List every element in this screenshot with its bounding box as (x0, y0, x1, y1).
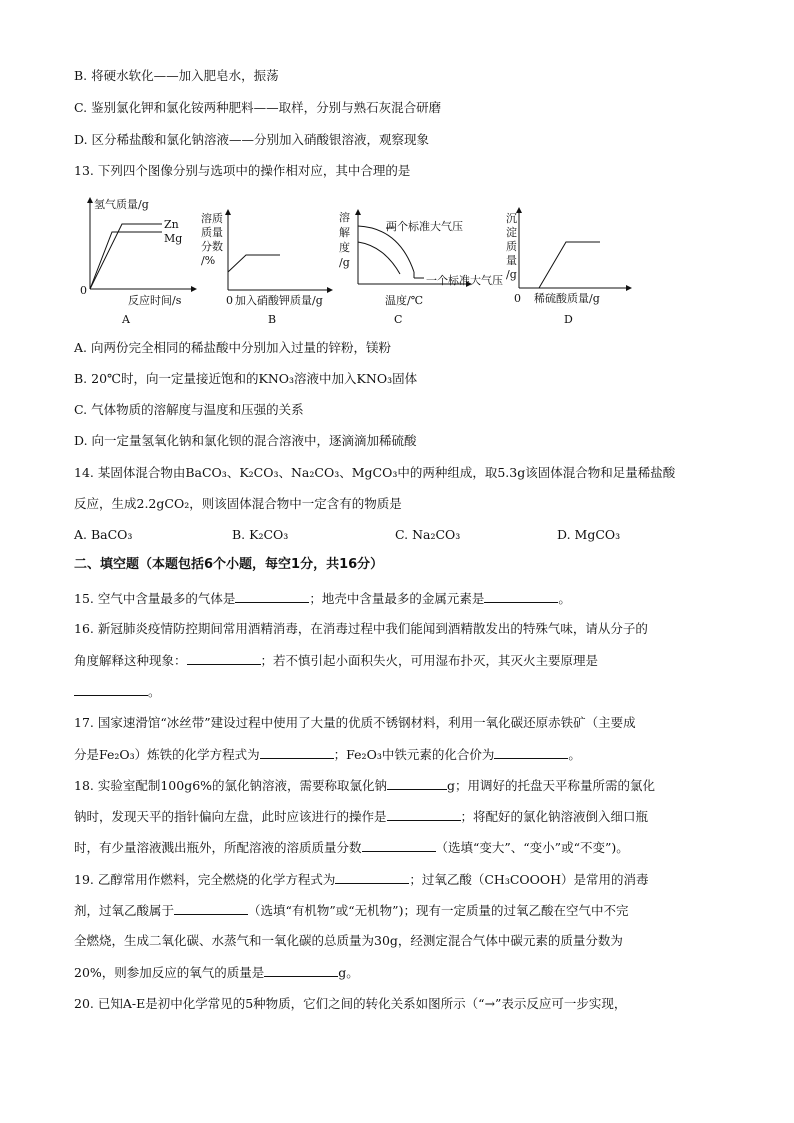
question-16-line-2 (74, 652, 598, 669)
graph-a-xlabel: 反应时间/s (128, 294, 182, 307)
q15-blank-1[interactable] (235, 590, 309, 603)
graph-b-origin: 0 (226, 294, 233, 307)
q13-option-a: A. 向两份完全相同的稀盐酸中分别加入过量的锌粉，镁粉 (74, 340, 391, 355)
q17-blank-2[interactable] (494, 746, 568, 759)
q19-blank-1[interactable] (335, 871, 409, 884)
graphs-svg (74, 192, 634, 332)
graph-c-ylabel-1: 溶 (339, 211, 350, 224)
option-c-prev: C. 鉴别氯化钾和氯化铵两种肥料——取样，分别与熟石灰混合研磨 (74, 100, 442, 115)
graph-a-ylabel: 氢气质量/g (94, 198, 149, 211)
q16-blank-1[interactable] (187, 652, 261, 665)
graph-d (506, 210, 629, 326)
graph-a-caption: A (122, 313, 130, 326)
graph-b-ylabel-2: 质量 (201, 226, 223, 239)
graph-c-ylabel-4: /g (339, 256, 350, 269)
q15-text-c: 。 (558, 591, 571, 606)
graph-b-caption: B (268, 313, 277, 326)
q18-text-b: g；用调好的托盘天平称量所需的氯化 (447, 778, 656, 793)
graph-b-ylabel-1: 溶质 (201, 212, 223, 225)
graph-d-line (539, 242, 600, 288)
graph-a-mg-line (90, 232, 162, 289)
graph-b-ylabel-4: /% (201, 254, 216, 267)
graph-b-xlabel: 加入硝酸钾质量/g (235, 294, 323, 307)
q14-options (74, 527, 620, 543)
graph-a-series-mg: Mg (164, 232, 183, 245)
question-19-line-3: 全燃烧，生成二氧化碳、水蒸气和一氧化碳的总质量为30g，经测定混合气体中碳元素的质量分数为 (74, 933, 623, 948)
q18-text-c: 钠时，发现天平的指针偏向左盘，此时应该进行的操作是 (74, 809, 387, 824)
q19-text-a: 19. 乙醇常用作燃料，完全燃烧的化学方程式为 (74, 872, 336, 887)
question-15 (74, 590, 571, 607)
q19-text-f: g。 (338, 965, 359, 980)
q19-text-e: 20%，则参加反应的氧气的质量是 (74, 965, 265, 980)
q14-option-a: A. BaCO₃ (74, 527, 133, 542)
q19-text-d: （选填“有机物”或“无机物”)；现有一定质量的过氧乙酸在空气中不完 (248, 903, 629, 918)
q19-text-c: 剂，过氧乙酸属于 (74, 903, 175, 918)
q16-blank-2[interactable] (74, 683, 148, 696)
q17-text-b: ；Fe₂O₃中铁元素的化合价为 (333, 747, 495, 762)
question-14-line-2: 反应，生成2.2gCO₂，则该固体混合物中一定含有的物质是 (74, 496, 402, 511)
q16-text-c: 。 (148, 684, 161, 699)
question-13-graphs (74, 192, 634, 332)
question-18-line-3 (74, 839, 629, 856)
q18-text-e: 时，有少量溶液溅出瓶外，所配溶液的溶质质量分数 (74, 840, 362, 855)
graph-d-ylabel-5: /g (506, 268, 517, 281)
graph-b (201, 211, 330, 326)
question-19-line-2 (74, 902, 628, 919)
q18-blank-2[interactable] (387, 808, 461, 821)
question-19-line-4 (74, 964, 359, 981)
question-20-line-1: 20. 已知A-E是初中化学常见的5种物质，它们之间的转化关系如图所示（“→”表示反应可一步实现， (74, 996, 627, 1011)
section-2-heading: 二、填空题（本题包括6个小题，每空1分，共16分） (74, 557, 384, 572)
graph-c-label-top: 两个标准大气压 (386, 220, 463, 233)
q13-option-d: D. 向一定量氢氧化钠和氯化钡的混合溶液中，逐滴滴加稀硫酸 (74, 433, 417, 448)
q16-text-b: ；若不慎引起小面积失火，可用湿布扑灭，其灭火主要原理是 (260, 653, 599, 668)
q18-text-d: ；将配好的氯化钠溶液倒入细口瓶 (460, 809, 649, 824)
graph-c-caption: C (394, 313, 403, 326)
graph-a-origin: 0 (80, 284, 87, 297)
q13-option-b: B. 20℃时，向一定量接近饱和的KNO₃溶液中加入KNO₃固体 (74, 371, 418, 386)
question-16-line-3 (74, 683, 161, 700)
q18-blank-3[interactable] (362, 839, 436, 852)
graph-c (339, 210, 503, 326)
q17-text-c: 。 (568, 747, 581, 762)
graph-a-series-zn: Zn (164, 218, 179, 231)
q15-text-a: 15. 空气中含量最多的气体是 (74, 591, 236, 606)
q16-text-a: 角度解释这种现象： (74, 653, 187, 668)
q19-text-b: ；过氧乙酸（CH₃COOOH）是常用的消毒 (409, 872, 649, 887)
graph-a (80, 197, 194, 326)
graph-c-ylabel-2: 解 (339, 226, 350, 239)
graph-c-ylabel-3: 度 (339, 241, 350, 254)
graph-d-caption: D (564, 313, 573, 326)
graph-c-label-bottom: 一个标准大气压 (426, 274, 503, 287)
graph-d-ylabel-1: 沉 (506, 212, 517, 225)
graph-c-curve-bottom (358, 242, 400, 274)
q18-text-a: 18. 实验室配制100g6%的氯化钠溶液，需要称取氯化钠 (74, 778, 388, 793)
option-d-prev: D. 区分稀盐酸和氯化钠溶液——分别加入硝酸银溶液，观察现象 (74, 132, 430, 147)
graph-d-xlabel: 稀硫酸质量/g (534, 292, 600, 305)
question-17-line-1: 17. 国家速滑馆“冰丝带”建设过程中使用了大量的优质不锈钢材料，利用一氧化碳还原赤铁矿（主要成 (74, 715, 636, 730)
graph-d-origin: 0 (514, 292, 521, 305)
q14-option-b: B. K₂CO₃ (232, 527, 289, 542)
q19-blank-3[interactable] (264, 964, 338, 977)
question-17-line-2 (74, 746, 581, 763)
graph-c-xlabel: 温度/℃ (385, 294, 424, 307)
question-19-line-1 (74, 871, 649, 888)
graph-d-ylabel-3: 质 (506, 240, 517, 253)
option-b-prev: B. 将硬水软化——加入肥皂水，振荡 (74, 68, 279, 83)
graph-d-ylabel-2: 淀 (506, 226, 517, 239)
graph-b-ylabel-3: 分数 (201, 240, 223, 253)
question-16-line-1: 16. 新冠肺炎疫情防控期间常用酒精消毒，在消毒过程中我们能闻到酒精散发出的特殊气味，请从分子的 (74, 621, 648, 636)
question-13-stem: 13. 下列四个图像分别与选项中的操作相对应，其中合理的是 (74, 163, 411, 178)
question-18-line-2 (74, 808, 648, 825)
graph-a-zn-line (90, 224, 162, 289)
question-14-line-1: 14. 某固体混合物由BaCO₃、K₂CO₃、Na₂CO₃、MgCO₃中的两种组成，取5.3g该固体混合物和足量稀盐酸 (74, 465, 676, 480)
q15-blank-2[interactable] (484, 590, 558, 603)
graph-d-ylabel-4: 量 (506, 254, 517, 267)
graph-b-line (228, 255, 280, 272)
q17-blank-1[interactable] (260, 746, 334, 759)
q18-blank-1[interactable] (387, 777, 447, 790)
q18-text-f: （选填“变大”、“变小”或“不变”)。 (435, 840, 629, 855)
q15-text-b: ；地壳中含量最多的金属元素是 (309, 591, 485, 606)
q17-text-a: 分是Fe₂O₃）炼铁的化学方程式为 (74, 747, 260, 762)
q19-blank-2[interactable] (174, 902, 248, 915)
q14-option-c: C. Na₂CO₃ (395, 527, 461, 542)
q14-option-d: D. MgCO₃ (557, 527, 621, 542)
q13-option-c: C. 气体物质的溶解度与温度和压强的关系 (74, 402, 304, 417)
question-18-line-1 (74, 777, 655, 794)
